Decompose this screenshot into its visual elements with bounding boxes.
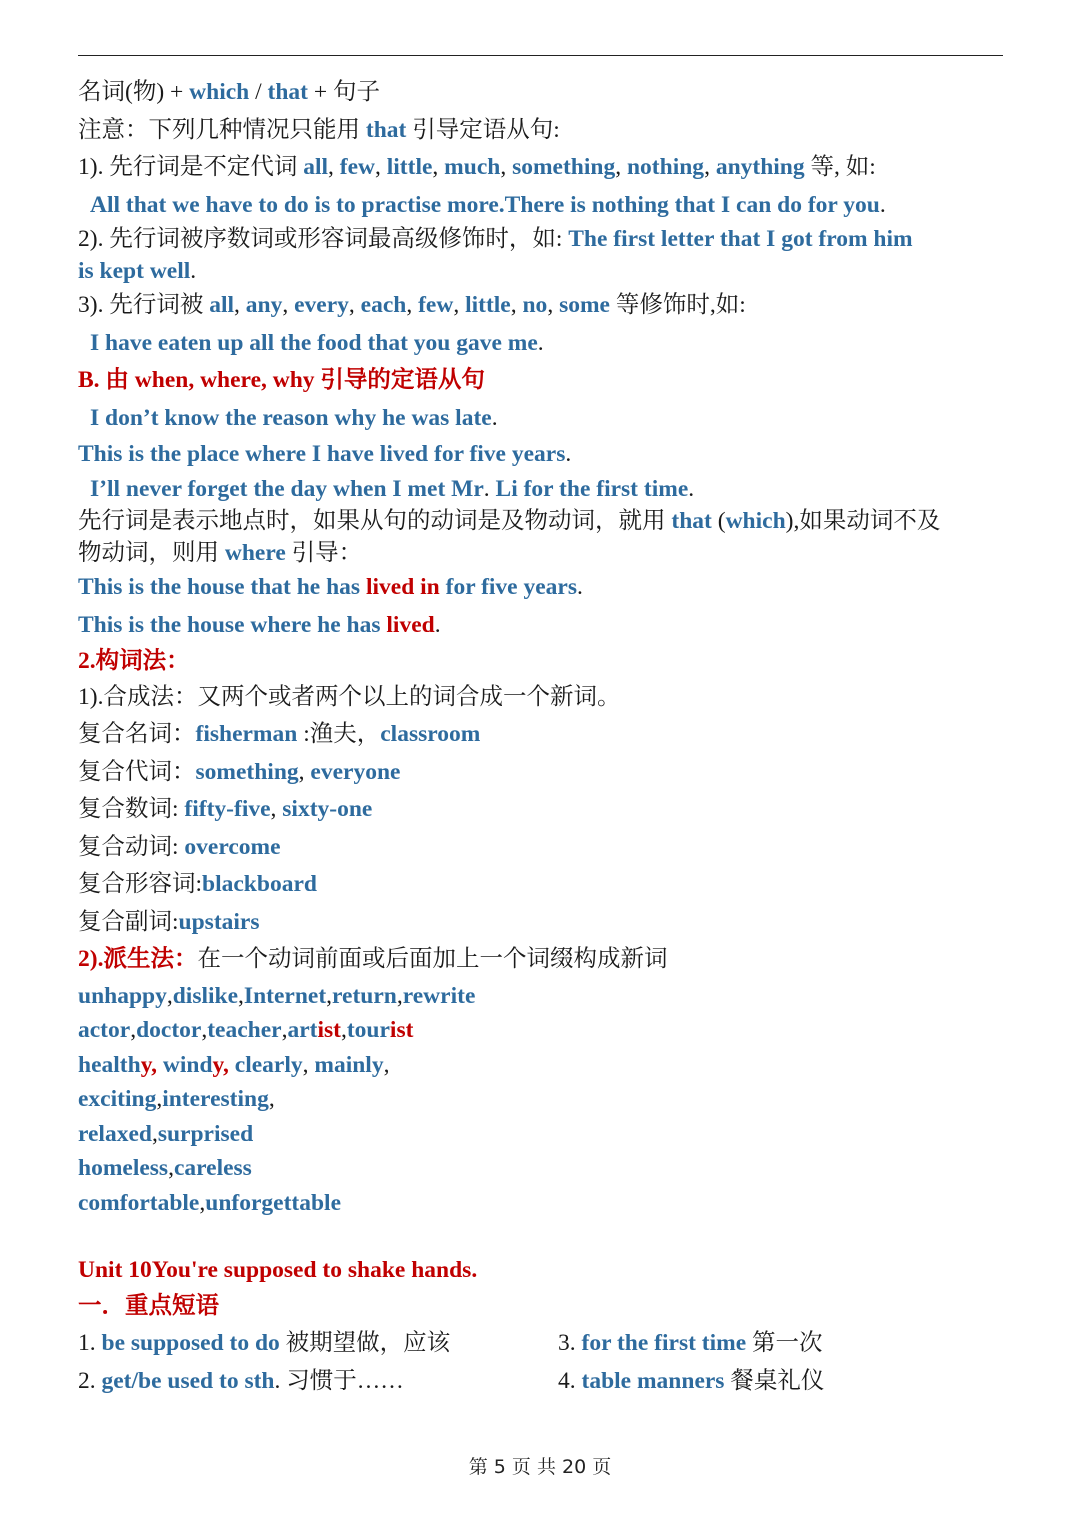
text-run: Internet xyxy=(243,982,327,1009)
text-run: . 习惯于…… xyxy=(274,1367,404,1394)
text-line xyxy=(78,149,1003,187)
text-run: wind xyxy=(162,1051,213,1078)
text-run: , xyxy=(238,982,244,1009)
text-run: 引导定语从句: xyxy=(406,116,560,143)
text-run: , xyxy=(340,1017,347,1043)
text-line xyxy=(78,400,1003,438)
text-run: This is the place where I have lived for five years xyxy=(78,441,566,467)
text-run: little xyxy=(386,154,433,180)
text-run: relaxed xyxy=(78,1120,152,1147)
text-run: ( xyxy=(711,508,726,534)
text-run: fisherman xyxy=(195,721,298,747)
text-line xyxy=(78,74,1003,112)
text-run: unforgettable xyxy=(205,1189,342,1216)
text-run: exciting xyxy=(78,1086,157,1112)
text-run: few xyxy=(418,292,454,318)
text-run: interesting xyxy=(162,1086,269,1112)
text-run: , xyxy=(406,292,419,318)
text-run: , xyxy=(201,1017,208,1043)
text-run: blackboard xyxy=(202,871,317,897)
text-run: , xyxy=(375,154,387,180)
text-run: sixty-one xyxy=(282,796,373,822)
text-run: , xyxy=(704,154,716,180)
text-run: . xyxy=(879,191,886,218)
phrase-item xyxy=(558,1363,824,1401)
text-run: 1).合成法：又两个或者两个以上的词合成一个新词。 xyxy=(78,683,621,710)
text-line xyxy=(78,224,1003,256)
text-run: unhappy xyxy=(78,982,167,1009)
text-run: for the first time xyxy=(581,1330,747,1356)
text-run: is kept well xyxy=(78,257,191,284)
text-run: doctor xyxy=(136,1017,202,1043)
text-run: Unit 10You're supposed to shake hands. xyxy=(78,1257,478,1283)
text-run: , xyxy=(151,1120,158,1147)
text-run: / xyxy=(249,79,268,105)
text-run: I don’t know the reason why he was late xyxy=(90,404,492,431)
text-line xyxy=(78,644,1003,679)
text-run: B. 由 when, where, why 引导的定语从句 xyxy=(78,367,485,393)
text-run: clearly xyxy=(234,1051,303,1078)
text-run: , xyxy=(199,1189,206,1216)
text-run: , xyxy=(156,1086,163,1112)
text-run: 餐桌礼仪 xyxy=(724,1367,825,1394)
text-run: 2.构词法： xyxy=(78,648,190,674)
text-run: for five years xyxy=(439,574,577,600)
text-run: , xyxy=(281,1017,288,1043)
text-run: comfortable xyxy=(78,1189,200,1216)
text-line xyxy=(78,979,1003,1014)
text-run: everyone xyxy=(310,758,401,785)
text-run: 被期望做，应该 xyxy=(279,1330,451,1356)
text-run: teacher xyxy=(207,1017,282,1043)
text-run: . xyxy=(190,257,197,284)
text-run: 物动词，则用 xyxy=(78,539,225,566)
text-run: some xyxy=(559,292,610,318)
text-run: . xyxy=(577,574,583,600)
text-run: 引导： xyxy=(285,539,363,566)
text-run: fifty-five xyxy=(184,796,271,822)
text-line xyxy=(78,941,1003,979)
text-run: health xyxy=(78,1051,141,1078)
text-run: , xyxy=(328,154,340,180)
text-run: . xyxy=(688,475,695,502)
text-run: . xyxy=(434,611,441,638)
text-line xyxy=(78,538,1003,570)
text-line xyxy=(78,829,1003,867)
text-run: get/be used to sth xyxy=(101,1367,275,1394)
text-run: which xyxy=(725,508,786,534)
text-run: be supposed to do xyxy=(101,1330,280,1356)
text-run: 名词(物) + xyxy=(78,79,190,105)
text-line xyxy=(78,506,1003,538)
text-run: 先行词是表示地点时，如果从句的动词是及物动词，就用 xyxy=(78,508,672,534)
text-run: all xyxy=(209,292,235,318)
phrase-item xyxy=(558,1325,823,1363)
document-body xyxy=(78,74,1003,1400)
text-line xyxy=(78,1253,1003,1288)
text-run: ist xyxy=(317,1017,341,1043)
text-run: rewrite xyxy=(402,982,476,1009)
text-run: nothing xyxy=(626,154,705,180)
text-run: . xyxy=(491,404,498,431)
text-line xyxy=(78,607,1003,645)
text-run: y xyxy=(140,1051,152,1078)
text-run: few xyxy=(339,154,375,180)
text-run: , xyxy=(326,982,333,1009)
text-run: classroom xyxy=(380,721,481,747)
text-line xyxy=(78,866,1003,904)
text-run: + 句子 xyxy=(308,79,381,105)
text-run: 第一次 xyxy=(746,1330,823,1356)
text-run: 注意：下列几种情况只能用 xyxy=(78,116,366,143)
text-run: , xyxy=(453,292,466,318)
text-run: where xyxy=(224,539,286,566)
text-run: overcome xyxy=(184,833,281,860)
text-run: art xyxy=(287,1017,318,1043)
text-run: , xyxy=(270,796,283,822)
page-footer: 第 5 页 共 20 页 xyxy=(468,1456,612,1478)
text-run: 复合动词: xyxy=(78,833,185,860)
text-run: , xyxy=(130,1017,137,1043)
text-line xyxy=(78,754,1003,792)
text-run: , xyxy=(396,982,403,1009)
text-run: each xyxy=(360,292,407,318)
text-run: 复合代词： xyxy=(78,758,196,785)
phrase-row xyxy=(78,1363,1003,1401)
text-run: ),如果动词不及 xyxy=(785,508,941,534)
text-run: that xyxy=(671,508,712,534)
blank-line xyxy=(78,1220,1003,1253)
text-run: any xyxy=(245,292,283,318)
text-run: This is the house that he has xyxy=(78,574,366,600)
text-run: , xyxy=(298,758,311,785)
text-run: 1). 先行词是不定代词 xyxy=(78,154,304,180)
text-run: every xyxy=(294,292,349,318)
text-run: much xyxy=(444,154,501,180)
text-run: that xyxy=(267,79,308,105)
phrase-item xyxy=(78,1363,558,1401)
text-run: , xyxy=(432,154,445,180)
header-rule xyxy=(78,55,1003,56)
text-line xyxy=(78,325,1003,363)
phrase-row xyxy=(78,1325,1003,1363)
text-run: :渔夫， xyxy=(297,721,381,747)
text-line xyxy=(78,904,1003,942)
text-run: 3. xyxy=(558,1330,582,1356)
text-run: , xyxy=(302,1051,315,1078)
text-run: , xyxy=(282,292,295,318)
text-run: 3). 先行词被 xyxy=(78,292,210,318)
text-line xyxy=(78,1186,1003,1221)
text-line xyxy=(78,1151,1003,1186)
text-run: lived in xyxy=(365,574,440,600)
text-run: lived xyxy=(386,611,435,638)
text-run: , xyxy=(547,292,560,318)
text-run: that xyxy=(365,116,407,143)
text-line xyxy=(78,256,1003,288)
text-run: 复合副词: xyxy=(78,908,179,935)
text-run: , xyxy=(166,982,173,1009)
text-run: mainly xyxy=(314,1051,384,1078)
text-run: , xyxy=(268,1086,275,1112)
text-run: something xyxy=(512,154,616,180)
text-run: no xyxy=(522,292,548,318)
text-run: which xyxy=(189,79,250,105)
text-line xyxy=(78,1013,1003,1048)
text-run: , xyxy=(383,1051,390,1078)
text-run: , xyxy=(500,154,513,180)
text-run: 2).派生法： xyxy=(78,946,198,972)
text-run: dislike xyxy=(172,982,239,1009)
text-run: ist xyxy=(389,1017,414,1043)
text-run: This is the house where he has xyxy=(78,611,387,638)
text-run: . xyxy=(565,441,572,467)
text-run: I have eaten up all the food that you gave me xyxy=(90,329,538,356)
text-run: all xyxy=(303,154,329,180)
text-line xyxy=(78,1048,1003,1083)
text-run: I’ll never forget the day when I met Mr xyxy=(90,475,484,502)
text-run: careless xyxy=(173,1155,252,1181)
text-run: 2). 先行词被序数词或形容词最高级修饰时，如: xyxy=(78,226,569,252)
text-run: return xyxy=(332,982,397,1009)
text-run: y xyxy=(212,1051,224,1078)
text-run: . xyxy=(537,329,544,356)
text-run: . xyxy=(483,475,496,502)
text-run: 4. xyxy=(558,1367,582,1394)
text-line xyxy=(78,112,1003,150)
text-run: actor xyxy=(78,1017,131,1043)
text-run: , xyxy=(615,154,627,180)
text-line xyxy=(78,362,1003,400)
text-run: , xyxy=(223,1051,235,1078)
text-line xyxy=(78,437,1003,472)
text-run: , xyxy=(151,1051,163,1078)
text-run: little xyxy=(465,292,511,318)
text-run: , xyxy=(168,1155,174,1181)
text-run: All that we have to do is to practise more.There is nothing that I can do for you xyxy=(90,191,880,218)
text-line xyxy=(78,569,1003,607)
text-run: 复合形容词: xyxy=(78,871,203,897)
text-run: 等, 如: xyxy=(804,154,876,180)
text-line xyxy=(78,287,1003,325)
text-line xyxy=(78,716,1003,754)
text-line xyxy=(78,679,1003,717)
text-run: , xyxy=(348,292,361,318)
text-run: homeless xyxy=(78,1155,169,1181)
text-run: , xyxy=(234,292,246,318)
text-run: 一．重点短语 xyxy=(78,1292,219,1319)
text-run: 复合数词: xyxy=(78,796,185,822)
text-line xyxy=(78,791,1003,829)
text-line xyxy=(78,187,1003,225)
text-line xyxy=(78,1082,1003,1117)
text-run: table manners xyxy=(581,1367,725,1394)
text-run: 2. xyxy=(78,1367,102,1394)
text-run: anything xyxy=(715,154,805,180)
text-run: 1. xyxy=(78,1330,102,1356)
text-run: tour xyxy=(346,1017,390,1043)
text-line xyxy=(78,1117,1003,1152)
phrase-item xyxy=(78,1325,558,1363)
text-run: 在一个动词前面或后面加上一个词缀构成新词 xyxy=(197,946,668,972)
text-run: upstairs xyxy=(178,908,260,935)
text-run: surprised xyxy=(157,1120,254,1147)
text-run: 等修饰时,如: xyxy=(609,292,746,318)
text-run: , xyxy=(510,292,523,318)
text-run: Li for the first time xyxy=(495,475,689,502)
text-run: something xyxy=(195,758,299,785)
text-run: The first letter that I got from him xyxy=(568,226,913,252)
text-run: 复合名词： xyxy=(78,721,196,747)
text-line xyxy=(78,472,1003,507)
text-line xyxy=(78,1288,1003,1326)
